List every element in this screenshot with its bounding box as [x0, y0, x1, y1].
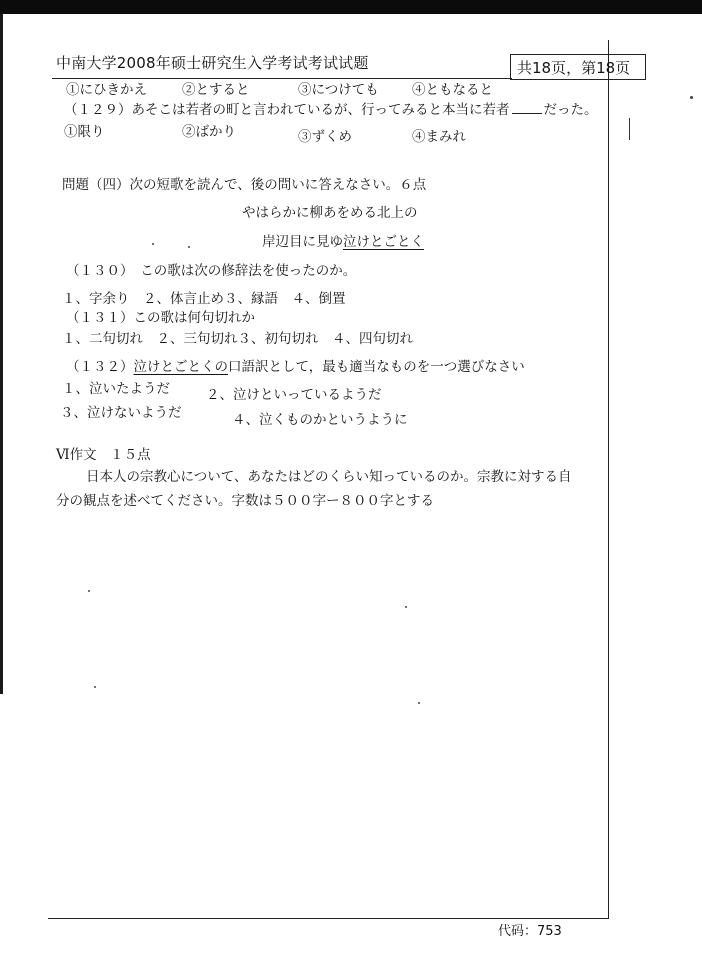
scan-speck: [152, 243, 154, 245]
q132-stem-suffix: 口語訳として，最も適当なものを一つ選びなさい: [228, 359, 525, 375]
q132-option-1: １、泣いたようだ: [62, 381, 170, 397]
q129-stem-after: だった。: [543, 102, 598, 118]
essay-prompt-line-2: 分の観点を述べてください。字数は５００字ー８００字とする: [56, 493, 434, 509]
q132-stem-prefix: （１３２）: [66, 359, 134, 375]
q129-option-4: ④まみれ: [412, 129, 466, 145]
header-rule: [52, 78, 512, 79]
scan-speck: [690, 96, 693, 99]
q132-option-2: ２、泣けといっているようだ: [206, 387, 382, 403]
poem-line-1: やはらかに柳あをめる北上の: [242, 205, 418, 221]
q129-stem-before: （１２９）あそこは若者の町と言われているが、行ってみると本当に若者: [64, 102, 510, 118]
q132-option-3: ３、泣けないようだ: [60, 405, 182, 421]
q130-stem: （１３０） この歌は次の修辞法を使ったのか。: [66, 263, 357, 279]
q130-options: １、字余り ２、体言止め３、縁語 ４、倒置: [62, 291, 346, 307]
poem-line-2: [262, 233, 424, 251]
q132-stem-underlined: 泣けとごとくの: [133, 359, 228, 375]
scan-top-border: [0, 0, 702, 14]
poem-line-2-underlined: 泣けとごとく: [343, 234, 424, 250]
exam-code: 代码：753: [498, 924, 562, 939]
essay-prompt-line-1: 日本人の宗教心について、あなたはどのくらい知っているのか。宗教に対する自: [86, 469, 572, 485]
q131-options: １、二句切れ ２、三句切れ３、初句切れ ４、四句切れ: [62, 331, 413, 347]
q129-blank: [512, 101, 542, 114]
scan-speck: [88, 590, 90, 592]
poem-line-2-prefix: 岸辺目に見ゆ: [262, 234, 343, 250]
q132-stem: [66, 358, 525, 376]
margin-tick: [629, 118, 630, 140]
scan-speck: [418, 702, 420, 704]
scan-speck: [188, 246, 190, 248]
q129-stem: [64, 101, 598, 119]
page-info-box: 共18页，第18页: [510, 54, 646, 80]
q129-option-1: ①限り: [64, 124, 105, 140]
section6-heading: Ⅵ作文 １５点: [56, 447, 151, 463]
section4-heading: 問題（四）次の短歌を読んで、後の問いに答えなさい。６点: [62, 177, 427, 193]
exam-title: 中南大学2008年硕士研究生入学考试考试试题: [56, 54, 369, 72]
q129-option-3: ③ずくめ: [298, 129, 352, 145]
q129-option-2: ②ばかり: [182, 124, 236, 140]
q131-stem: （１３１）この歌は何句切れか: [66, 310, 255, 326]
scan-speck: [405, 606, 407, 608]
q128-option-4: ④ともなると: [412, 82, 493, 98]
q132-option-4: ４、泣くものかというように: [232, 412, 408, 428]
q128-option-3: ③につけても: [298, 82, 379, 98]
q128-option-1: ①にひきかえ: [66, 82, 147, 98]
scan-left-edge: [0, 14, 3, 694]
scan-speck: [94, 686, 96, 688]
q128-option-2: ②とすると: [182, 82, 250, 98]
